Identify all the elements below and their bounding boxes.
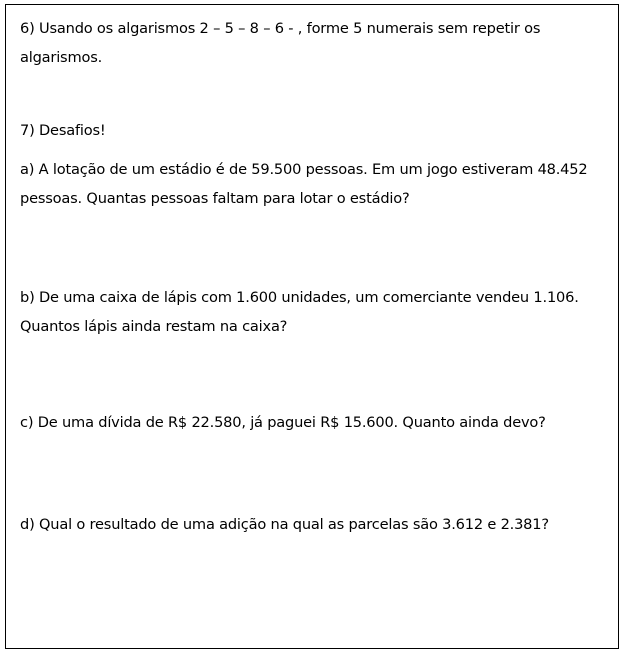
challenge-b-text: b) De uma caixa de lápis com 1.600 unidades, um comerciante vendeu 1.106. Quantos lápis ainda restam na caixa?: [20, 289, 579, 335]
challenge-a-text: a) A lotação de um estádio é de 59.500 pessoas. Em um jogo estiveram 48.452 pessoas. Quantas pessoas faltam para lotar o estádio?: [20, 161, 588, 207]
question-7-heading: 7) Desafios!: [20, 122, 106, 139]
challenge-d-text: d) Qual o resultado de uma adição na qual as parcelas são 3.612 e 2.381?: [20, 516, 549, 533]
challenge-c-text: c) De uma dívida de R$ 22.580, já paguei R$ 15.600. Quanto ainda devo?: [20, 414, 546, 431]
question-6-text: 6) Usando os algarismos 2 – 5 – 8 – 6 - , forme 5 numerais sem repetir os algarismos.: [20, 20, 541, 66]
